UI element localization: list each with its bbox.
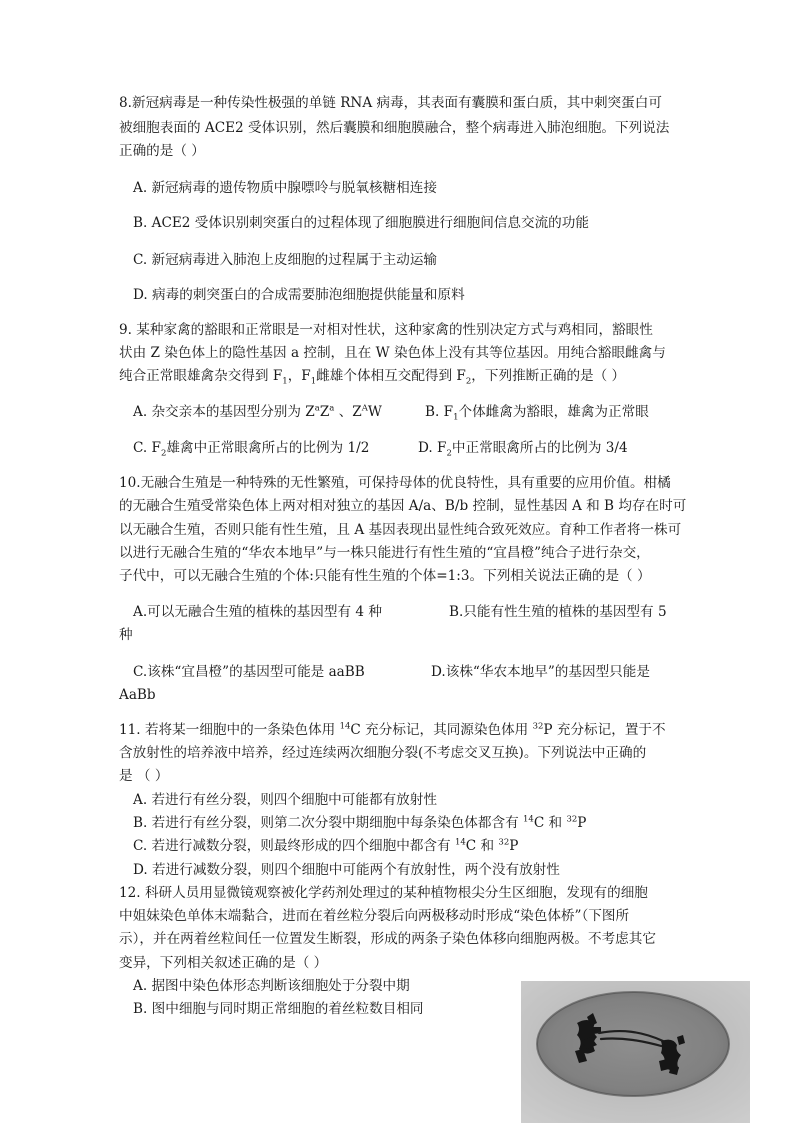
q10-stem-line-2: 的无融合生殖受常染色体上两对相对独立的基因 A/a、B/b 控制，显性基因 A 和 B 均存在时可 xyxy=(119,498,687,514)
q11-option-a: A. 若进行有丝分裂，则四个细胞中可能都有放射性 xyxy=(133,792,437,808)
q12-stem-line-3: 示），并在两着丝粒间任一位置发生断裂，形成的两条子染色体移向细胞两极。不考虑其它 xyxy=(119,931,656,947)
q11-stem-line-3: 是 （ ） xyxy=(119,768,169,784)
q8-stem-line-3: 正确的是（ ） xyxy=(119,143,205,159)
q10-stem-line-4: 以进行无融合生殖的“华农本地早”与一株只能进行有性生殖的“宜昌橙”纯合子进行杂交， xyxy=(119,545,650,561)
q9-option-a: A. 杂交亲本的基因型分别为 $Z^aZ^a$ 、$Z^AW$ xyxy=(133,403,382,420)
q12-stem-line-2: 中姐妹染色单体末端黏合，进而在着丝粒分裂后向两极移动时形成“染色体桥”（下图所 xyxy=(119,908,630,924)
q9-stem-line-1: 9. 某种家禽的豁眼和正常眼是一对相对性状，这种家禽的性别决定方式与鸡相同，豁眼性 xyxy=(119,322,653,338)
q10-option-d: D.该株“华农本地早”的基因型只能是 xyxy=(431,664,650,680)
q8-option-b: B. ACE2 受体识别刺突蛋白的过程体现了细胞膜进行细胞间信息交流的功能 xyxy=(133,215,589,231)
q11-option-d: D. 若进行减数分裂，则四个细胞中可能两个有放射性，两个没有放射性 xyxy=(133,862,560,878)
q12-stem-line-4: 变异，下列相关叙述正确的是（ ） xyxy=(119,955,328,971)
q10-stem-line-5: 子代中，可以无融合生殖的个体:只能有性生殖的个体=1:3。下列相关说法正确的是（ ） xyxy=(119,568,651,584)
q9-option-d: D. $F_2$中正常眼禽所占的比例为 3/4 xyxy=(418,440,628,459)
q10-option-c: C.该株“宜昌橙”的基因型可能是 aaBB xyxy=(133,664,365,680)
q10-stem-line-3: 以无融合生殖，否则只能有性生殖，且 A 基因表现出显性纯合致死效应。育种工作者将一株可 xyxy=(119,522,682,538)
q9-option-c: C. $F_2$雄禽中正常眼禽所占的比例为 1/2 xyxy=(133,440,370,459)
q10-option-a: A.可以无融合生殖的植株的基因型有 4 种 xyxy=(133,604,382,620)
q12-option-a: A. 据图中染色体形态判断该细胞处于分裂中期 xyxy=(133,978,410,994)
q11-option-b: B. 若进行有丝分裂，则第二次分裂中期细胞中每条染色体都含有 $^{14}$C 和 $^{32}$P xyxy=(133,814,587,831)
q9-option-b: B. $F_1$个体雌禽为豁眼，雄禽为正常眼 xyxy=(425,404,649,423)
q12-option-b: B. 图中细胞与同时期正常细胞的着丝粒数目相同 xyxy=(133,1001,424,1017)
q8-option-d: D. 病毒的刺突蛋白的合成需要肺泡细胞提供能量和原料 xyxy=(133,287,465,303)
q10-option-b-cont: 种 xyxy=(119,627,133,643)
q8-stem-line-1: 8.新冠病毒是一种传染性极强的单链 RNA 病毒，其表面有囊膜和蛋白质，其中刺突蛋白可 xyxy=(119,95,662,111)
q11-stem-line-2: 含放射性的培养液中培养，经过连续两次细胞分裂(不考虑交叉互换)。下列说法中正确的 xyxy=(119,745,647,761)
q8-option-a: A. 新冠病毒的遗传物质中腺嘌呤与脱氧核糖相连接 xyxy=(133,180,437,196)
q10-option-d-cont: AaBb xyxy=(119,687,156,703)
q9-stem-line-2: 状由 Z 染色体上的隐性基因 a 控制，且在 W 染色体上没有其等位基因。用纯合豁眼雌禽与 xyxy=(119,345,666,361)
q11-option-c: C. 若进行减数分裂，则最终形成的四个细胞中都含有 $^{14}$C 和 $^{32}$P xyxy=(133,837,519,854)
q10-option-b: B.只能有性生殖的植株的基因型有 5 xyxy=(449,604,667,620)
q11-stem-line-1: 11. 若将某一细胞中的一条染色体用 $^{14}$C 充分标记，其同源染色体用 $^{32}$P 充分标记，置于不 xyxy=(119,721,666,738)
chromosome-bridge-micrograph xyxy=(521,981,750,1123)
q9-stem-line-3: 纯合正常眼雄禽杂交得到 $F_1$，$F_1$雌雄个体相互交配得到 $F_2$，下列推断正确的是（ ） xyxy=(119,368,626,387)
q8-stem-line-2: 被细胞表面的 ACE2 受体识别，然后囊膜和细胞膜融合，整个病毒进入肺泡细胞。下列说法 xyxy=(119,120,670,136)
q8-option-c: C. 新冠病毒进入肺泡上皮细胞的过程属于主动运输 xyxy=(133,252,438,268)
q12-stem-line-1: 12. 科研人员用显微镜观察被化学药剂处理过的某种植物根尖分生区细胞，发现有的细胞 xyxy=(119,885,648,901)
q10-stem-line-1: 10.无融合生殖是一种特殊的无性繁殖，可保持母体的优良特性，具有重要的应用价值。柑橘 xyxy=(119,475,671,491)
